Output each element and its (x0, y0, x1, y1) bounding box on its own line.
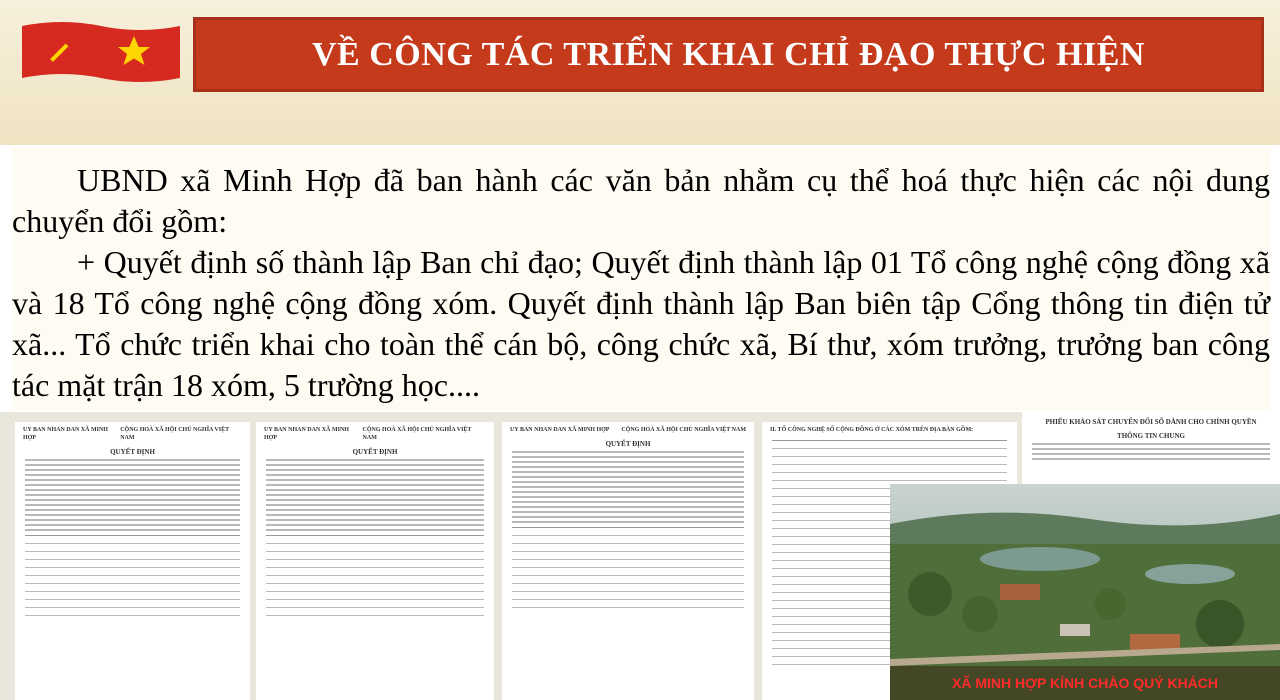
intro-paragraph: UBND xã Minh Hợp đã ban hành các văn bản nhằm cụ thể hoá thực hiện các nội dung chuyển đổi gồm: (12, 162, 1270, 239)
survey-thumbnail: PHIẾU KHẢO SÁT CHUYỂN ĐỔI SỐ DÀNH CHO CHÍNH QUYỀN THÔNG TIN CHUNG (1022, 412, 1280, 492)
party-flag-icon (22, 18, 180, 86)
decision-paragraph: + Quyết định số thành lập Ban chỉ đạo; Quyết định thành lập 01 Tổ công nghệ cộng đồng xã và 18 Tổ công nghệ cộng đồng xóm. Quyết định thành lập Ban biên tập Cổng thông tin điện tử xã... Tổ chức triển khai cho toàn thể cán bộ, công chức xã, Bí thư, xóm trưởng, trưởng ban công tác mặt trận 18 xóm, 5 trường học.... (12, 244, 1270, 403)
photo-caption: XÃ MINH HỢP KÍNH CHÀO QUÝ KHÁCH (890, 666, 1280, 700)
body-text (12, 148, 1270, 410)
header (0, 0, 1280, 145)
page-title: VỀ CÔNG TÁC TRIỂN KHAI CHỈ ĐẠO THỰC HIỆN (193, 17, 1264, 92)
document-thumbnail: UY BAN NHAN DAN XÃ MINH HỢP CỘNG HOÀ XÃ HỘI CHỦ NGHĨA VIỆT NAM QUYẾT ĐỊNH (15, 422, 250, 700)
document-thumbnail: UY BAN NHAN DAN XÃ MINH HỢP CỘNG HOÀ XÃ HỘI CHỦ NGHĨA VIỆT NAM QUYẾT ĐỊNH (502, 422, 754, 700)
village-photo (890, 484, 1280, 700)
document-thumbnail: II. TỔ CÔNG NGHỆ SỐ CỘNG ĐỒNG Ở CÁC XÓM TRÊN ĐỊA BÀN GỒM: (762, 422, 1017, 700)
document-thumbnail: UY BAN NHAN DAN XÃ MINH HỢP CỘNG HOÀ XÃ HỘI CHỦ NGHĨA VIỆT NAM QUYẾT ĐỊNH (256, 422, 494, 700)
